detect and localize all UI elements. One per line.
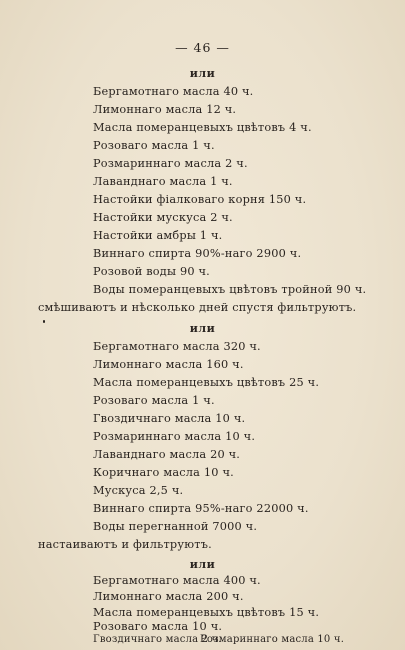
recipe-line: Виннаго спирта 90%-наго 2900 ч. — [93, 247, 302, 260]
recipe-instruction: настаиваютъ и фильтруютъ. — [38, 538, 212, 551]
recipe-line: Лаванднаго масла 1 ч. — [93, 175, 233, 188]
recipe-line: Бергамотнаго масла 40 ч. — [93, 85, 254, 98]
recipe-line: Розмариннаго масла 2 ч. — [93, 157, 248, 170]
recipe-line: Настойки амбры 1 ч. — [93, 229, 223, 242]
recipe-line: Розмариннаго масла 10 ч. — [200, 634, 345, 645]
recipe-line: Коричнаго масла 10 ч. — [93, 466, 234, 479]
recipe-line: Виннаго спирта 95%-наго 22000 ч. — [93, 502, 309, 515]
recipe-line: Гвоздичнаго масла 2 ч. — [93, 634, 222, 645]
recipe-line: Лаванднаго масла 20 ч. — [93, 448, 241, 461]
recipe-line: Розоваго масла 10 ч. — [93, 620, 223, 633]
section-heading: или — [189, 322, 216, 335]
recipe-line: Гвоздичнаго масла 10 ч. — [93, 412, 246, 425]
recipe-line: Розовой воды 90 ч. — [93, 265, 210, 278]
recipe-line: Лимоннаго масла 160 ч. — [93, 358, 244, 371]
section-heading: или — [189, 67, 216, 80]
recipe-line: Бергамотнаго масла 400 ч. — [93, 574, 261, 587]
recipe-line: Бергамотнаго масла 320 ч. — [93, 340, 261, 353]
recipe-instruction: смѣшиваютъ и нѣсколько дней спустя фильтруютъ. — [38, 301, 357, 314]
recipe-line: Воды померанцевыхъ цвѣтовъ тройной 90 ч. — [93, 283, 367, 296]
recipe-line: Розоваго масла 1 ч. — [93, 139, 215, 152]
section-heading: или — [189, 558, 216, 571]
recipe-line: Воды перегнанной 7000 ч. — [93, 520, 258, 533]
recipe-line: Розоваго масла 1 ч. — [93, 394, 215, 407]
recipe-line: Настойки фіалковаго корня 150 ч. — [93, 193, 307, 206]
recipe-line: Масла померанцевыхъ цвѣтовъ 4 ч. — [93, 121, 312, 134]
recipe-line: Розмариннаго масла 10 ч. — [93, 430, 256, 443]
recipe-line: Мускуса 2,5 ч. — [93, 484, 184, 497]
page-number: — 46 — — [175, 40, 230, 55]
recipe-line: Масла померанцевыхъ цвѣтовъ 25 ч. — [93, 376, 320, 389]
recipe-line: Настойки мускуса 2 ч. — [93, 211, 233, 224]
recipe-line: Лимоннаго масла 200 ч. — [93, 590, 244, 603]
recipe-line: Лимоннаго масла 12 ч. — [93, 103, 237, 116]
recipe-line: Масла померанцевыхъ цвѣтовъ 15 ч. — [93, 606, 320, 619]
